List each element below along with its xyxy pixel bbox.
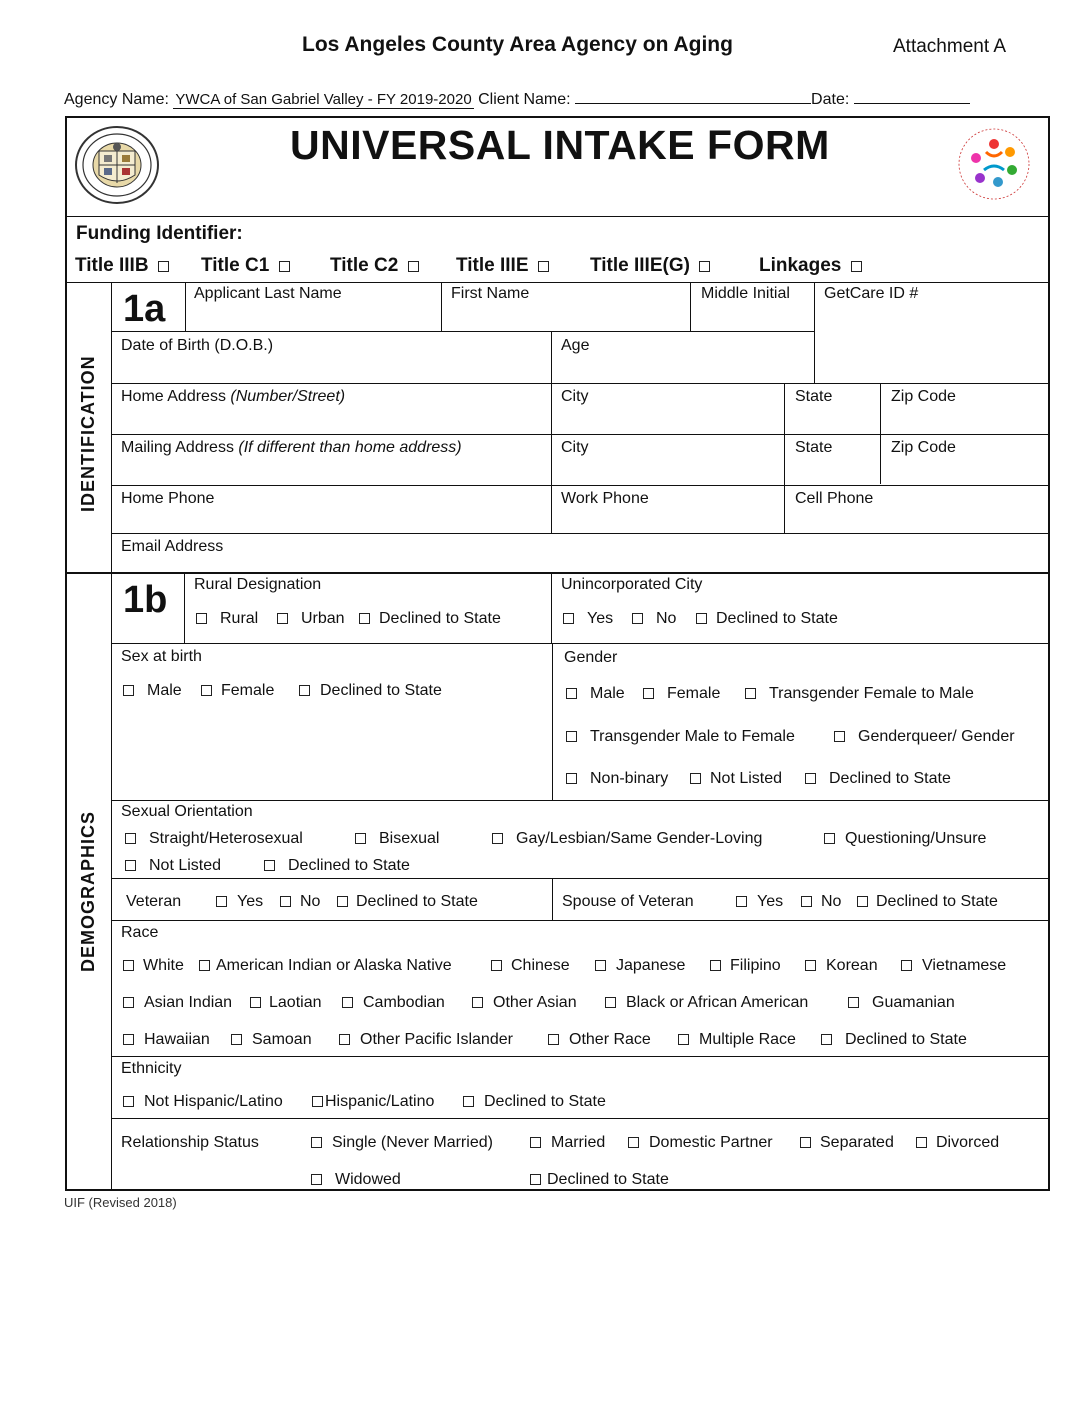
relationship-declined-option[interactable]: Declined to State [530,1171,669,1189]
divider [551,574,552,643]
veteran-yes-option[interactable]: Yes [216,893,263,911]
section-divider [66,572,1049,574]
agency-name-label: Agency Name: [64,91,169,108]
divider [112,383,1049,384]
funding-option-title-iiib[interactable]: Title IIIB [75,255,169,277]
funding-option-title-iiieg[interactable]: Title IIIE(G) [590,255,710,277]
home-city-field[interactable]: City [561,388,589,405]
divider [814,283,815,383]
sex-declined-option[interactable]: Declined to State [299,682,442,700]
spouse-veteran-declined-option[interactable]: Declined to State [857,893,998,911]
identification-side-label: IDENTIFICATION [78,355,98,512]
funding-option-title-iiie[interactable]: Title IIIE [456,255,549,277]
client-name-label: Client Name: [478,91,571,108]
race-american-indian-option[interactable]: American Indian or Alaska Native [199,957,452,975]
race-guamanian-option[interactable]: Guamanian [848,994,955,1012]
race-declined-option[interactable]: Declined to State [821,1031,967,1049]
race-japanese-option[interactable]: Japanese [595,957,685,975]
gender-declined-option[interactable]: Declined to State [805,770,951,788]
home-address-field[interactable]: Home Address (Number/Street) [121,388,346,405]
workforce-development-logo-icon [952,126,1036,202]
race-other-asian-option[interactable]: Other Asian [472,994,577,1012]
divider [552,879,553,920]
funding-option-title-c1[interactable]: Title C1 [201,255,290,277]
veteran-no-option[interactable]: No [280,893,320,911]
race-hawaiian-option[interactable]: Hawaiian [123,1031,210,1049]
unincorporated-city-label: Unincorporated City [561,576,703,593]
gender-genderqueer-option[interactable]: Genderqueer/ Gender [834,728,1015,746]
sexual-orientation-label: Sexual Orientation [121,803,253,820]
divider [441,283,442,332]
funding-identifier-label: Funding Identifier: [76,223,243,244]
gender-male-option[interactable]: Male [566,685,625,703]
urban-option[interactable]: Urban [277,610,345,628]
mailing-address-field[interactable]: Mailing Address (If different than home address) [121,439,462,456]
orientation-gay-lesbian-option[interactable]: Gay/Lesbian/Same Gender-Loving [492,830,762,848]
divider [112,643,1049,644]
spouse-of-veteran-label: Spouse of Veteran [562,893,694,910]
form-title: UNIVERSAL INTAKE FORM [290,122,830,168]
race-samoan-option[interactable]: Samoan [231,1031,312,1049]
applicant-last-name-field[interactable]: Applicant Last Name [194,285,342,302]
orientation-not-listed-option[interactable]: Not Listed [125,857,221,875]
agency-name-field[interactable]: YWCA of San Gabriel Valley - FY 2019-2020 [175,91,472,108]
county-seal-icon [74,125,160,205]
form-frame [65,116,1050,1191]
divider [112,485,1049,486]
orientation-declined-option[interactable]: Declined to State [264,857,410,875]
divider [66,282,1049,283]
first-name-field[interactable]: First Name [451,285,530,302]
gender-trans-mtf-option[interactable]: Transgender Male to Female [566,728,795,746]
race-filipino-option[interactable]: Filipino [710,957,781,975]
mailing-zip-field[interactable]: Zip Code [891,439,956,456]
mailing-city-field[interactable]: City [561,439,589,456]
veteran-label: Veteran [126,893,182,910]
veteran-declined-option[interactable]: Declined to State [337,893,478,911]
divider [112,533,1049,534]
race-laotian-option[interactable]: Laotian [250,994,322,1012]
race-black-option[interactable]: Black or African American [605,994,808,1012]
race-asian-indian-option[interactable]: Asian Indian [123,994,232,1012]
race-other-pacific-islander-option[interactable]: Other Pacific Islander [339,1031,513,1049]
divider [112,1118,1049,1119]
rural-declined-option[interactable]: Declined to State [359,610,501,628]
rural-option[interactable]: Rural [196,610,258,628]
ethnicity-label: Ethnicity [121,1060,182,1077]
relationship-status-label: Relationship Status [121,1134,259,1151]
getcare-id-field[interactable]: GetCare ID # [824,285,919,302]
funding-option-title-c2[interactable]: Title C2 [330,255,419,277]
race-cambodian-option[interactable]: Cambodian [342,994,445,1012]
race-white-option[interactable]: White [123,957,184,975]
orientation-bisexual-option[interactable]: Bisexual [355,830,439,848]
divider [112,920,1049,921]
divider [551,332,552,533]
footer-revision: UIF (Revised 2018) [64,1195,177,1210]
ethnicity-not-hispanic-option[interactable]: Not Hispanic/Latino [123,1093,283,1111]
home-phone-field[interactable]: Home Phone [121,490,215,507]
divider [184,574,185,643]
race-vietnamese-option[interactable]: Vietnamese [901,957,1006,975]
dob-field[interactable]: Date of Birth (D.O.B.) [121,337,274,354]
race-other-race-option[interactable]: Other Race [548,1031,651,1049]
sex-male-option[interactable]: Male [123,682,182,700]
section-number-1a: 1a [123,288,166,330]
email-address-field[interactable]: Email Address [121,538,224,555]
divider [112,1056,1049,1057]
orientation-questioning-option[interactable]: Questioning/Unsure [824,830,986,848]
agency-line [64,89,970,109]
gender-nonbinary-option[interactable]: Non-binary [566,770,668,788]
unincorporated-no-option[interactable]: No [632,610,676,628]
orientation-straight-option[interactable]: Straight/Heterosexual [125,830,303,848]
unincorporated-yes-option[interactable]: Yes [563,610,613,628]
relationship-separated-option[interactable]: Separated [800,1134,894,1152]
divider [112,878,1049,879]
ethnicity-declined-option[interactable]: Declined to State [463,1093,606,1111]
divider [784,384,785,533]
funding-option-linkages[interactable]: Linkages [759,255,862,277]
race-label: Race [121,924,159,941]
side-column-divider [111,283,112,1190]
race-chinese-option[interactable]: Chinese [491,957,570,975]
demographics-side-label: DEMOGRAPHICS [78,810,98,972]
relationship-single-option[interactable]: Single (Never Married) [311,1134,493,1152]
divider [112,331,814,332]
middle-initial-field[interactable]: Middle Initial [701,285,790,302]
divider [690,283,691,332]
relationship-domestic-partner-option[interactable]: Domestic Partner [628,1134,773,1152]
section-number-1b: 1b [123,579,168,621]
date-label: Date: [811,91,850,108]
divider [112,800,1049,801]
sex-at-birth-label: Sex at birth [121,648,202,665]
relationship-married-option[interactable]: Married [530,1134,605,1152]
cell-phone-field[interactable]: Cell Phone [795,490,874,507]
mailing-state-field[interactable]: State [795,439,833,456]
date-field[interactable] [854,89,970,104]
race-korean-option[interactable]: Korean [805,957,878,975]
gender-label: Gender [564,649,618,666]
age-field[interactable]: Age [561,337,590,354]
relationship-divorced-option[interactable]: Divorced [916,1134,999,1152]
gender-female-option[interactable]: Female [643,685,720,703]
home-zip-field[interactable]: Zip Code [891,388,956,405]
client-name-field[interactable] [575,89,811,104]
race-multiple-race-option[interactable]: Multiple Race [678,1031,796,1049]
org-title: Los Angeles County Area Agency on Aging [302,33,733,56]
divider [185,283,186,332]
rural-designation-label: Rural Designation [194,576,322,593]
spouse-veteran-no-option[interactable]: No [801,893,841,911]
unincorporated-declined-option[interactable]: Declined to State [696,610,838,628]
attachment-label: Attachment A [893,36,1007,57]
divider [66,216,1049,217]
spouse-veteran-yes-option[interactable]: Yes [736,893,783,911]
divider [552,644,553,800]
divider [112,434,1049,435]
work-phone-field[interactable]: Work Phone [561,490,649,507]
home-state-field[interactable]: State [795,388,833,405]
relationship-widowed-option[interactable]: Widowed [311,1171,401,1189]
gender-not-listed-option[interactable]: Not Listed [690,770,782,788]
sex-female-option[interactable]: Female [201,682,274,700]
gender-trans-ftm-option[interactable]: Transgender Female to Male [745,685,974,703]
ethnicity-hispanic-option[interactable]: Hispanic/Latino [312,1093,434,1111]
